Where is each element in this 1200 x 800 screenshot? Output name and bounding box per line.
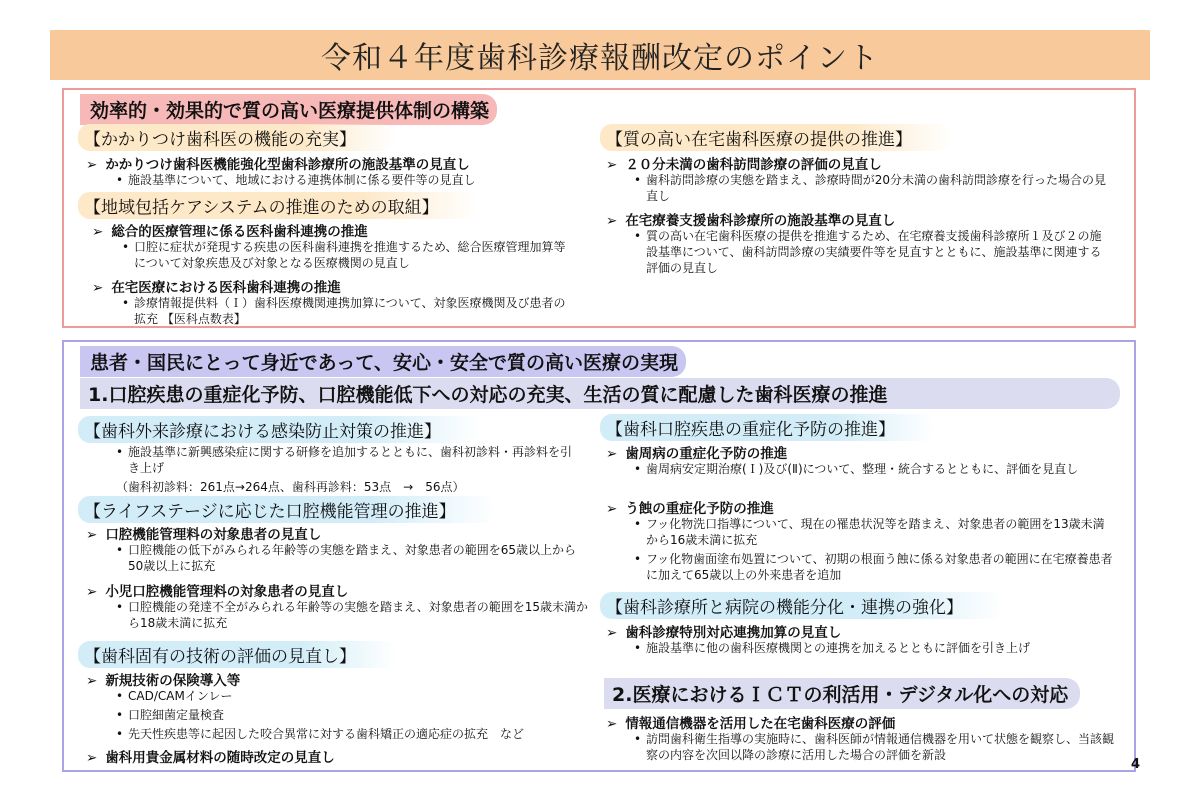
s1-bullet: • 施設基準について、地域における連携体制に係る要件等の見直し — [116, 173, 476, 187]
arrow-icon: ➢ — [86, 157, 98, 173]
s2-bullet: • 訪問歯科衛生指導の実施時に、歯科医師が情報通信機器を用いて状態を観察し、当該観察の内容を次回以降の診療に活用した場合の評価を新設 — [634, 732, 1115, 762]
page-number: 4 — [1130, 757, 1140, 772]
s2-bullet: • 施設基準に新興感染症に関する研修を追加するとともに、歯科初診料・再診料を引き上げ — [116, 445, 573, 475]
s1-sub-zaitaku: 【質の高い在宅歯科医療の提供の推進】 — [600, 124, 952, 151]
section2-bar1: 1.口腔疾患の重症化予防、口腔機能低下への対応の充実、生活の質に配慮した歯科医療の推進 — [80, 378, 1120, 409]
s2-item-kikinzoku: ➢ 歯科用貴金属材料の随時改定の見直し — [86, 750, 335, 766]
s2-bullet: • 口腔機能の発達不全がみられる年齢等の実態を踏まえ、対象患者の範囲を15歳未満から18歳未満に拡充 — [116, 600, 588, 630]
s2-note-tensuu: （歯科初診料：261点→264点、歯科再診料：53点 → 56点） — [116, 480, 465, 494]
s2-bullet: • 先天性疾患等に起因した咬合異常に対する歯科矯正の適応症の拡充 など — [116, 727, 525, 741]
s1-item-zaishi-kijun: ➢ 在宅療養支援歯科診療所の施設基準の見直し — [606, 213, 896, 229]
s2-bullet: • CAD/CAMインレー — [116, 689, 233, 703]
s1-sub-chiiki: 【地域包括ケアシステムの推進のための取組】 — [78, 192, 479, 219]
page-title: 令和４年度歯科診療報酬改定のポイント — [50, 30, 1150, 80]
s2-bullet: • 口腔細菌定量検査 — [116, 708, 225, 722]
s2-item-shouni: ➢ 小児口腔機能管理料の対象患者の見直し — [86, 584, 349, 600]
s2-sub-kansen: 【歯科外来診療における感染防止対策の推進】 — [78, 416, 481, 443]
arrow-icon: ➢ — [606, 213, 618, 229]
s1-bullet: • 口腔に症状が発現する疾患の医科歯科連携を推進するため、総合医療管理加算等について対象疾患及び対象となる医療機関の見直し — [122, 240, 566, 270]
s2-item-tokubetsu: ➢ 歯科診療特別対応連携加算の見直し — [606, 625, 842, 641]
arrow-icon: ➢ — [92, 280, 104, 296]
s1-sub-kakaritsuke: 【かかりつけ歯科医の機能の充実】 — [78, 124, 396, 151]
arrow-icon: ➢ — [86, 750, 98, 766]
s2-bullet: • 口腔機能の低下がみられる年齢等の実態を踏まえ、対象患者の範囲を65歳以上から50歳以上に拡充 — [116, 543, 576, 573]
s1-item-20min: ➢ ２０分未満の歯科訪問診療の評価の見直し — [606, 157, 882, 173]
s1-bullet: • 質の高い在宅歯科医療の提供を推進するため、在宅療養支援歯科診療所１及び２の施設基準について、歯科訪問診療の実績要件等を見直すとともに、施設基準に関連する評価の見直し — [634, 229, 1102, 275]
s2-sub-juushouka: 【歯科口腔疾患の重症化予防の推進】 — [600, 414, 935, 441]
s2-bullet: • 歯周病安定期治療(Ｉ)及び(Ⅱ)について、整理・統合するとともに、評価を見直し — [634, 462, 1079, 476]
arrow-icon: ➢ — [86, 527, 98, 543]
section2-bar2: 2.医療におけるＩＣＴの利活用・デジタル化への対応 — [604, 678, 1080, 709]
s2-sub-koyuu: 【歯科固有の技術の評価の見直し】 — [78, 641, 396, 668]
s2-bullet: • フッ化物歯面塗布処置について、初期の根面う蝕に係る対象患者の範囲に在宅療養患者に加えて65歳以上の外来患者を追加 — [634, 552, 1113, 582]
s2-sub-bunka: 【歯科診療所と病院の機能分化・連携の強化】 — [600, 592, 1003, 619]
s2-sub-lifestage: 【ライフステージに応じた口腔機能管理の推進】 — [78, 496, 496, 523]
s2-item-shinki: ➢ 新規技術の保険導入等 — [86, 673, 241, 689]
s1-item-zaitaku-renkei: ➢ 在宅医療における医科歯科連携の推進 — [92, 280, 341, 296]
s2-item-koukukinou: ➢ 口腔機能管理料の対象患者の見直し — [86, 527, 322, 543]
s1-bullet: • 歯科訪問診療の実態を踏まえ、診療時間が20分未満の歯科訪問診療を行った場合の見直し — [634, 173, 1106, 203]
s2-bullet: • フッ化物洗口指導について、現在の罹患状況等を踏まえ、対象患者の範囲を13歳未満から16歳未満に拡充 — [634, 517, 1105, 547]
s1-item-sougou: ➢ 総合的医療管理に係る医科歯科連携の推進 — [92, 224, 368, 240]
arrow-icon: ➢ — [606, 157, 618, 173]
arrow-icon: ➢ — [92, 224, 104, 240]
arrow-icon: ➢ — [606, 446, 618, 462]
arrow-icon: ➢ — [86, 673, 98, 689]
section2-heading: 患者・国民にとって身近であって、安心・安全で質の高い医療の実現 — [80, 346, 686, 377]
s1-item-kakaritsuke-kijun: ➢ かかりつけ歯科医機能強化型歯科診療所の施設基準の見直し — [86, 157, 470, 173]
section1-heading: 効率的・効果的で質の高い医療提供体制の構築 — [80, 94, 497, 125]
s2-item-ushoku: ➢ う蝕の重症化予防の推進 — [606, 501, 774, 517]
s2-item-shishuubyou: ➢ 歯周病の重症化予防の推進 — [606, 446, 788, 462]
arrow-icon: ➢ — [606, 625, 618, 641]
s1-bullet: • 診療情報提供料（Ｉ）歯科医療機関連携加算について、対象医療機関及び患者の拡充 【医科点数表】 — [122, 296, 566, 326]
arrow-icon: ➢ — [606, 716, 618, 732]
s2-item-ict: ➢ 情報通信機器を活用した在宅歯科医療の評価 — [606, 716, 896, 732]
arrow-icon: ➢ — [86, 584, 98, 600]
s2-bullet: • 施設基準に他の歯科医療機関との連携を加えるとともに評価を引き上げ — [634, 641, 1031, 655]
arrow-icon: ➢ — [606, 501, 618, 517]
